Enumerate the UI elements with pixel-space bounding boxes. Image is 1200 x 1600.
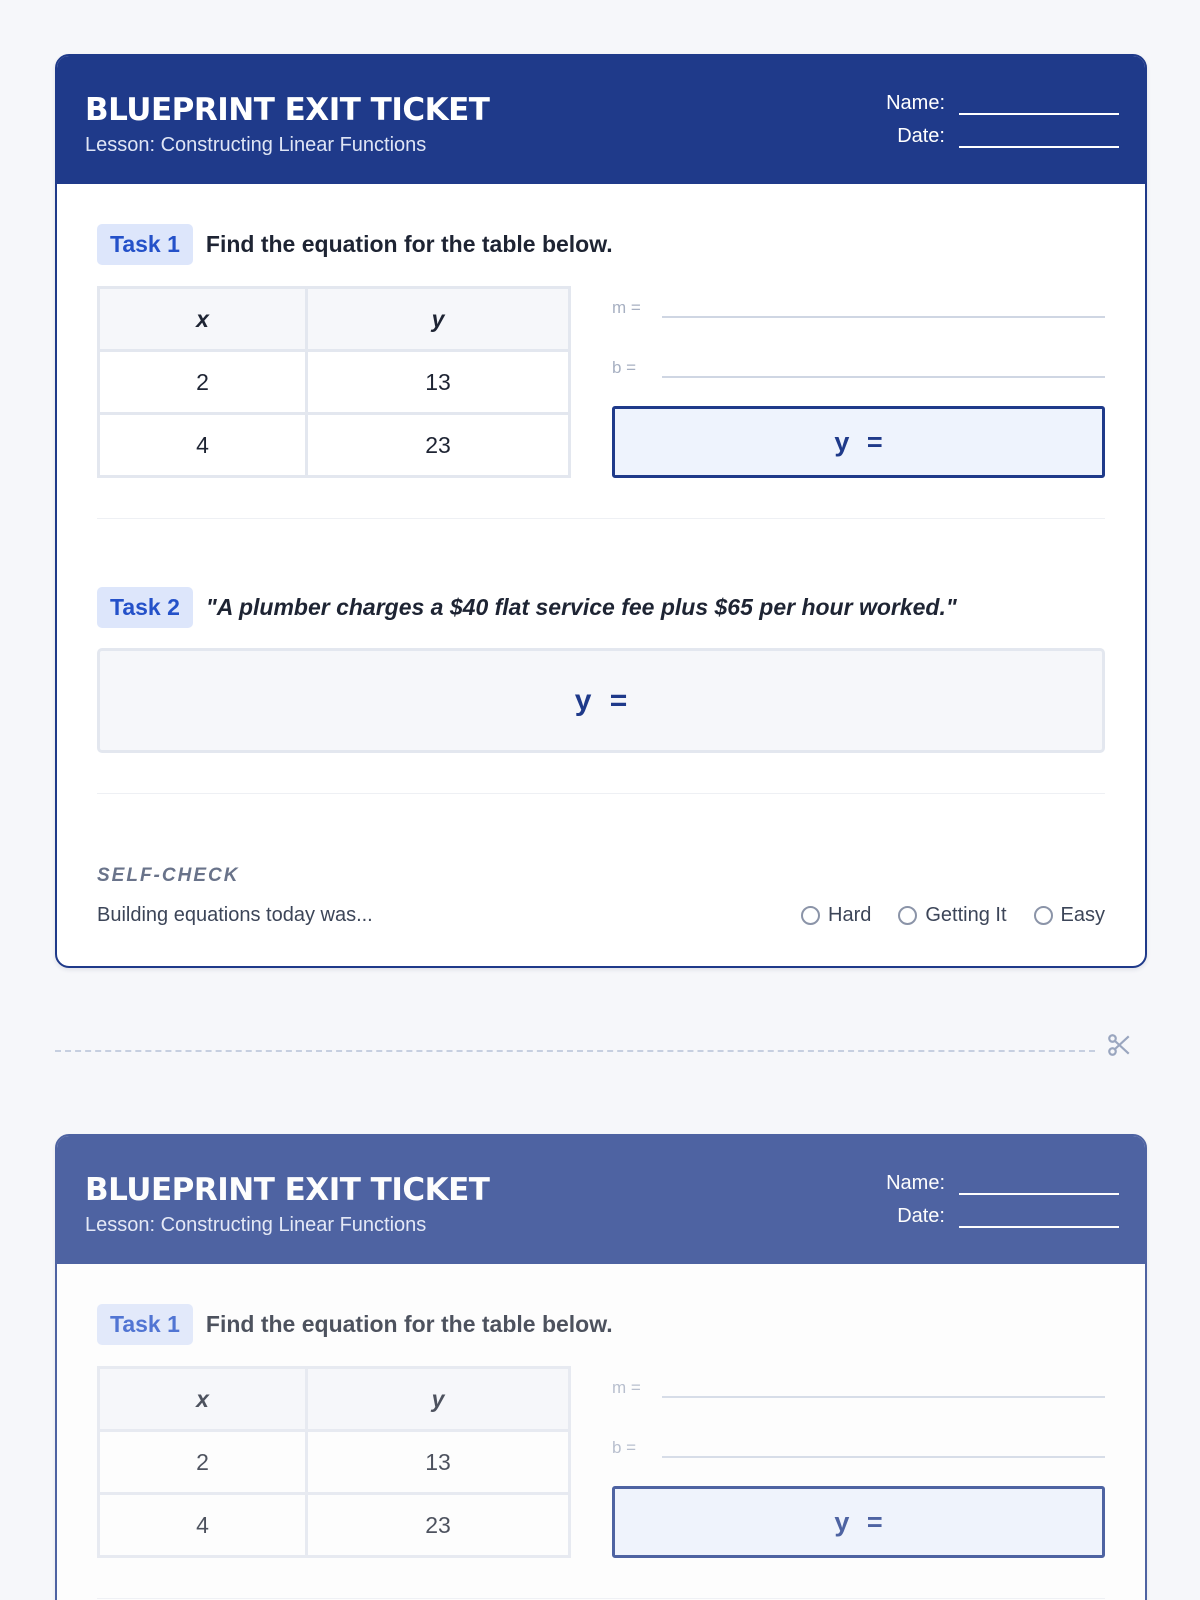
task2-heading bbox=[97, 587, 957, 628]
table-row bbox=[99, 1494, 570, 1557]
ticket-header bbox=[57, 1136, 1145, 1264]
self-check-prompt: Building equations today was... bbox=[97, 904, 373, 926]
table-cell: 2 bbox=[99, 351, 307, 414]
task2-badge: Task 2 bbox=[97, 587, 193, 628]
task1-badge: Task 1 bbox=[97, 1304, 193, 1345]
task1-heading bbox=[97, 224, 613, 265]
ticket-header bbox=[57, 56, 1145, 184]
option-label: Easy bbox=[1060, 904, 1105, 926]
divider bbox=[97, 1598, 1105, 1599]
slope-answer-line[interactable] bbox=[612, 1370, 1105, 1398]
table-cell: 13 bbox=[307, 351, 570, 414]
self-check-options bbox=[774, 904, 1105, 927]
date-blank[interactable] bbox=[959, 1208, 1119, 1228]
task2-prompt: "A plumber charges a $40 flat service fee plus $65 per hour worked." bbox=[205, 594, 957, 620]
table-header-x: x bbox=[99, 288, 307, 351]
task1-prompt: Find the equation for the table below. bbox=[205, 1311, 613, 1337]
table-cell: 4 bbox=[99, 1494, 307, 1557]
table-row bbox=[99, 414, 570, 477]
table-cell: 23 bbox=[307, 1494, 570, 1557]
intercept-label: b = bbox=[612, 1438, 637, 1457]
self-check-option-easy[interactable] bbox=[1034, 904, 1105, 927]
table-cell: 4 bbox=[99, 414, 307, 477]
slope-label: m = bbox=[612, 298, 641, 317]
intercept-blank[interactable] bbox=[662, 1430, 1105, 1458]
date-label: Date: bbox=[897, 125, 945, 147]
name-label: Name: bbox=[886, 1172, 945, 1194]
table-header-y: y bbox=[307, 1368, 570, 1431]
scissors-icon bbox=[1106, 1032, 1132, 1058]
name-field-row bbox=[809, 92, 1119, 115]
table-header-x: x bbox=[99, 1368, 307, 1431]
self-check-title: SELF-CHECK bbox=[97, 865, 240, 886]
option-label: Hard bbox=[828, 904, 872, 926]
date-blank[interactable] bbox=[959, 128, 1119, 148]
ticket-title: BLUEPRINT EXIT TICKET bbox=[85, 1172, 490, 1208]
date-field-row bbox=[809, 1205, 1119, 1228]
self-check-option-hard[interactable] bbox=[801, 904, 871, 927]
option-label: Getting It bbox=[925, 904, 1007, 926]
divider bbox=[97, 518, 1105, 519]
task1-prompt: Find the equation for the table below. bbox=[205, 231, 613, 257]
task1-equation-box[interactable]: y = bbox=[612, 406, 1105, 478]
xy-table bbox=[97, 286, 571, 478]
name-blank[interactable] bbox=[959, 1175, 1119, 1195]
date-field-row bbox=[809, 125, 1119, 148]
slope-blank[interactable] bbox=[662, 1370, 1105, 1398]
slope-answer-line[interactable] bbox=[612, 290, 1105, 318]
table-header-y: y bbox=[307, 288, 570, 351]
intercept-blank[interactable] bbox=[662, 350, 1105, 378]
divider bbox=[97, 793, 1105, 794]
name-field-row bbox=[809, 1172, 1119, 1195]
table-row bbox=[99, 351, 570, 414]
exit-ticket-1 bbox=[55, 54, 1147, 968]
table-header-row bbox=[99, 288, 570, 351]
table-cell: 23 bbox=[307, 414, 570, 477]
ticket-title: BLUEPRINT EXIT TICKET bbox=[85, 92, 490, 128]
task1-heading bbox=[97, 1304, 613, 1345]
self-check-option-getting-it[interactable] bbox=[898, 904, 1006, 927]
intercept-label: b = bbox=[612, 358, 637, 377]
name-label: Name: bbox=[886, 92, 945, 114]
task1-equation-box[interactable]: y = bbox=[612, 1486, 1105, 1558]
radio-button[interactable] bbox=[1034, 906, 1053, 925]
radio-button[interactable] bbox=[898, 906, 917, 925]
slope-blank[interactable] bbox=[662, 290, 1105, 318]
table-header-row bbox=[99, 1368, 570, 1431]
exit-ticket-2 bbox=[55, 1134, 1147, 1600]
intercept-answer-line[interactable] bbox=[612, 350, 1105, 378]
intercept-answer-line[interactable] bbox=[612, 1430, 1105, 1458]
radio-button[interactable] bbox=[801, 906, 820, 925]
ticket-subtitle: Lesson: Constructing Linear Functions bbox=[85, 1214, 427, 1236]
ticket-subtitle: Lesson: Constructing Linear Functions bbox=[85, 134, 427, 156]
xy-table bbox=[97, 1366, 571, 1558]
date-label: Date: bbox=[897, 1205, 945, 1227]
name-blank[interactable] bbox=[959, 95, 1119, 115]
table-cell: 2 bbox=[99, 1431, 307, 1494]
slope-label: m = bbox=[612, 1378, 641, 1397]
table-cell: 13 bbox=[307, 1431, 570, 1494]
task2-equation-box[interactable]: y = bbox=[97, 648, 1105, 753]
table-row bbox=[99, 1431, 570, 1494]
task1-badge: Task 1 bbox=[97, 224, 193, 265]
cut-line bbox=[55, 1050, 1095, 1052]
